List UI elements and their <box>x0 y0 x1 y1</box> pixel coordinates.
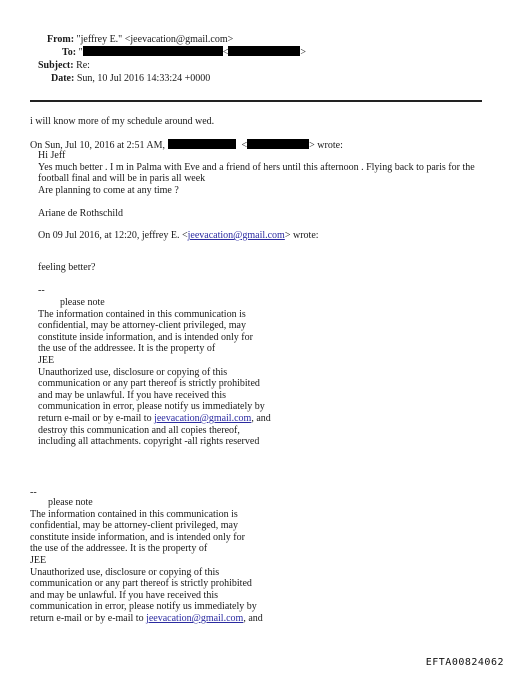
disclaimer-email-link[interactable]: jeevacation@gmail.com <box>154 412 252 424</box>
reply-line: i will know more of my schedule around wed. <box>30 116 215 127</box>
quote1-line: Are planning to come at any time ? <box>38 184 179 196</box>
date-label: Date: <box>51 73 75 84</box>
disclaimer-return-line: return e-mail or by e-mail to jeevacation@gmail.com, and <box>30 612 263 624</box>
subject-label: Subject: <box>38 60 74 71</box>
quote1-line: Yes much better . I m in Palma with Eve and a friend of hers until this afternoon . Flying back to paris for the <box>38 161 475 173</box>
quote2-attribution <box>38 230 319 242</box>
quote2-prefix: On 09 Jul 2016, at 12:20, jeffrey E. < <box>38 230 188 241</box>
subject-value: Re: <box>76 60 90 71</box>
header-from <box>47 34 233 46</box>
date-value: Sun, 10 Jul 2016 14:33:24 +0000 <box>76 73 211 84</box>
disclaimer-line: communication in error, please notify us immediately by <box>30 601 257 613</box>
disclaimer-block-1 <box>38 297 271 448</box>
from-value: "jeffrey E." <jeevacation@gmail.com> <box>76 34 234 45</box>
quote1-line: Hi Jeff <box>38 150 66 161</box>
redaction-bar <box>83 46 223 56</box>
disclaimer-return-line: return e-mail or by e-mail to jeevacation@gmail.com, and <box>38 412 271 424</box>
disclaimer-line: The information contained in this communication is <box>30 508 238 520</box>
to-gt: > <box>300 47 306 58</box>
disclaimer-line: and may be unlawful. If you have received this <box>30 589 218 601</box>
bates-number: EFTA00824062 <box>425 657 504 668</box>
from-label: From: <box>47 34 75 45</box>
redaction-bar <box>228 46 300 56</box>
separator-dashes-2: -- <box>30 487 37 498</box>
feeling-better: feeling better? <box>38 262 96 273</box>
disclaimer-line: confidential, may be attorney-client privileged, may <box>38 320 246 332</box>
to-lt: < <box>222 47 229 58</box>
disclaimer-line: the use of the addressee. It is the property of <box>38 343 216 355</box>
disclaimer-block-2 <box>30 497 263 625</box>
separator-dashes-1: -- <box>38 285 45 296</box>
quote1-body <box>38 150 475 196</box>
quote2-suffix: > wrote: <box>284 230 319 241</box>
disclaimer-line: communication or any part thereof is strictly prohibited <box>38 378 260 390</box>
to-label: To: <box>62 47 77 58</box>
quote1-line: football final and will be in paris all week <box>38 173 206 185</box>
disclaimer-line: constitute inside information, and is intended only for <box>38 331 253 343</box>
disclaimer-line: Unauthorized use, disclosure or copying of this <box>30 566 220 578</box>
quote1-suffix: > wrote: <box>309 140 343 151</box>
disclaimer-line: JEE <box>38 354 55 366</box>
disclaimer-line: The information contained in this communication is <box>38 308 246 320</box>
disclaimer-line: the use of the addressee. It is the property of <box>30 543 208 555</box>
header-date <box>51 73 210 85</box>
disclaimer-line: communication in error, please notify us immediately by <box>38 401 265 413</box>
quote2-email-link[interactable]: jeevacation@gmail.com <box>187 230 285 241</box>
please-note: please note <box>48 497 93 508</box>
disclaimer-line: including all attachments. copyright -all rights reserved <box>38 436 260 448</box>
quote1-lt: < <box>241 140 248 151</box>
disclaimer-line: confidential, may be attorney-client privileged, may <box>30 520 238 532</box>
disclaimer-line: communication or any part thereof is strictly prohibited <box>30 578 252 590</box>
quote1-prefix: On Sun, Jul 10, 2016 at 2:51 AM, <box>30 140 166 151</box>
disclaimer-line: JEE <box>30 554 47 566</box>
disclaimer-line: destroy this communication and all copies thereof, <box>38 424 240 436</box>
redaction-bar <box>168 139 236 149</box>
disclaimer-line: and may be unlawful. If you have received this <box>38 389 226 401</box>
please-note: please note <box>60 297 105 308</box>
redaction-bar <box>247 139 309 149</box>
to-open-quote: " <box>78 47 83 58</box>
signature: Ariane de Rothschild <box>38 208 123 219</box>
header-to <box>62 46 306 59</box>
header-subject <box>38 60 90 72</box>
disclaimer-line: Unauthorized use, disclosure or copying of this <box>38 366 228 378</box>
disclaimer-email-link[interactable]: jeevacation@gmail.com <box>146 612 244 624</box>
header-divider <box>30 100 482 102</box>
disclaimer-line: constitute inside information, and is intended only for <box>30 531 245 543</box>
